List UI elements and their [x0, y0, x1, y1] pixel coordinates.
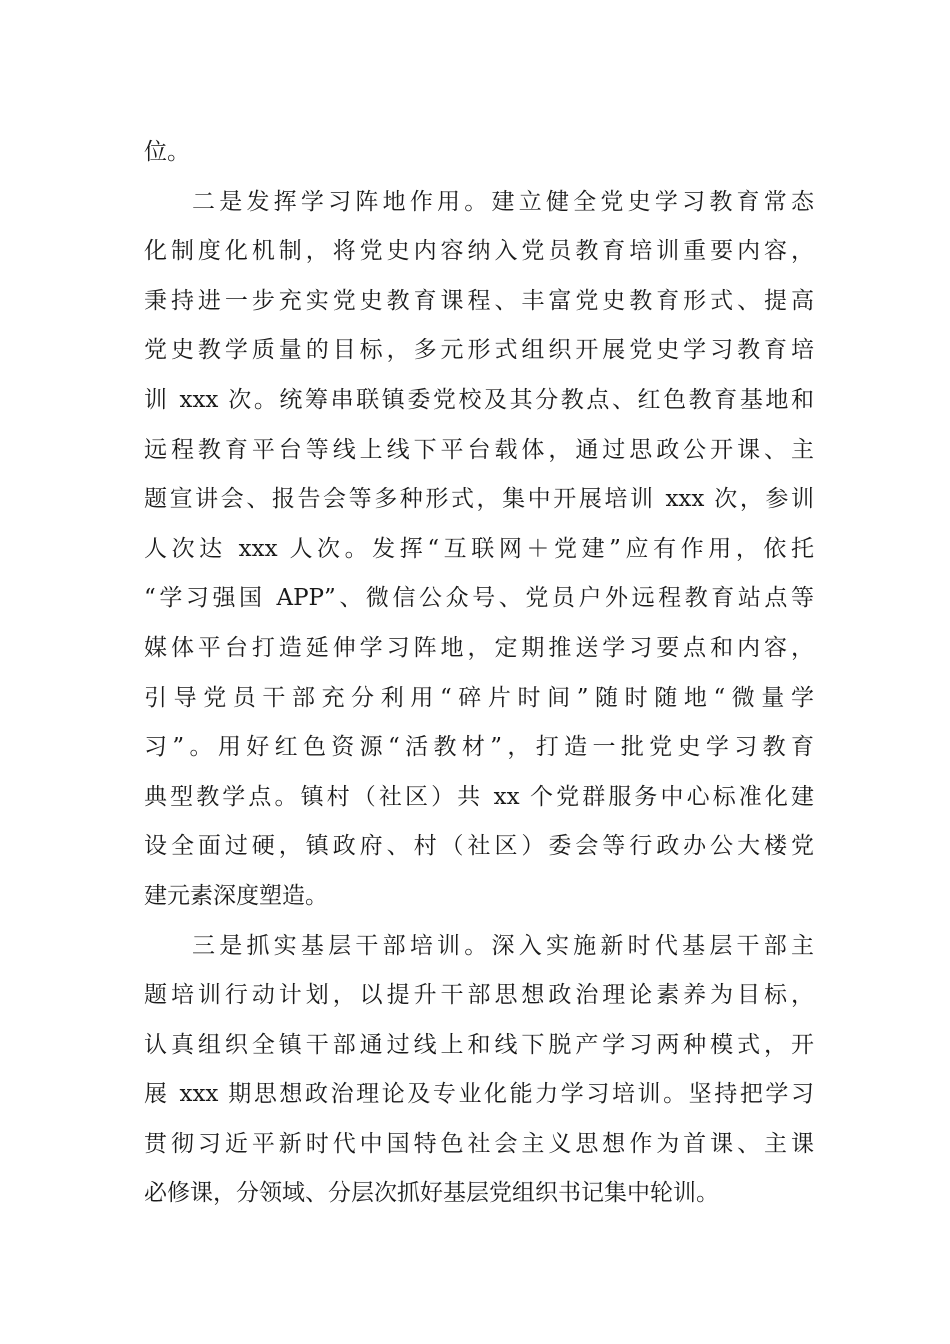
text-line: 媒体平台打造延伸学习阵地，定期推送学习要点和内容， — [144, 634, 814, 661]
text-line: 习”。用好红色资源“活教材”，打造一批党史学习教育 — [144, 734, 814, 761]
text-line: 展 xxx 期思想政治理论及专业化能力学习培训。坚持把学习 — [144, 1081, 814, 1108]
text-line: 化制度化机制，将党史内容纳入党员教育培训重要内容， — [144, 238, 814, 265]
text-line: 建元素深度塑造。 — [144, 882, 328, 909]
text-line: 位。 — [144, 139, 190, 165]
text-line: 党史教学质量的目标，多元形式组织开展党史学习教育培 — [144, 337, 814, 364]
text-line: 秉持进一步充实党史教育课程、丰富党史教育形式、提高 — [144, 287, 814, 314]
text-line: 设全面过硬，镇政府、村（社区）委会等行政办公大楼党 — [144, 833, 814, 860]
text-line: 引导党员干部充分利用“碎片时间”随时随地“微量学 — [144, 684, 814, 711]
paragraph-first-line: 二是发挥学习阵地作用。建立健全党史学习教育常态 — [192, 188, 814, 215]
text-line: 认真组织全镇干部通过线上和线下脱产学习两种模式，开 — [144, 1031, 814, 1058]
text-line: 贯彻习近平新时代中国特色社会主义思想作为首课、主课 — [144, 1130, 814, 1157]
text-line: 远程教育平台等线上线下平台载体，通过思政公开课、主 — [144, 436, 814, 463]
text-line: 人次达 xxx 人次。发挥“互联网＋党建”应有作用，依托 — [144, 535, 814, 562]
text-line: 训 xxx 次。统筹串联镇委党校及其分教点、红色教育基地和 — [144, 386, 814, 413]
text-line: “学习强国 APP”、微信公众号、党员户外远程教育站点等 — [144, 585, 814, 612]
text-line: 题培训行动计划，以提升干部思想政治理论素养为目标， — [144, 982, 814, 1009]
body-text — [144, 128, 814, 1219]
paragraph-first-line: 三是抓实基层干部培训。深入实施新时代基层干部主 — [192, 932, 814, 959]
text-line: 典型教学点。镇村（社区）共 xx 个党群服务中心标准化建 — [144, 783, 814, 810]
text-line: 必修课，分领域、分层次抓好基层党组织书记集中轮训。 — [144, 1180, 719, 1207]
text-line: 题宣讲会、报告会等多种形式，集中开展培训 xxx 次，参训 — [144, 486, 814, 513]
